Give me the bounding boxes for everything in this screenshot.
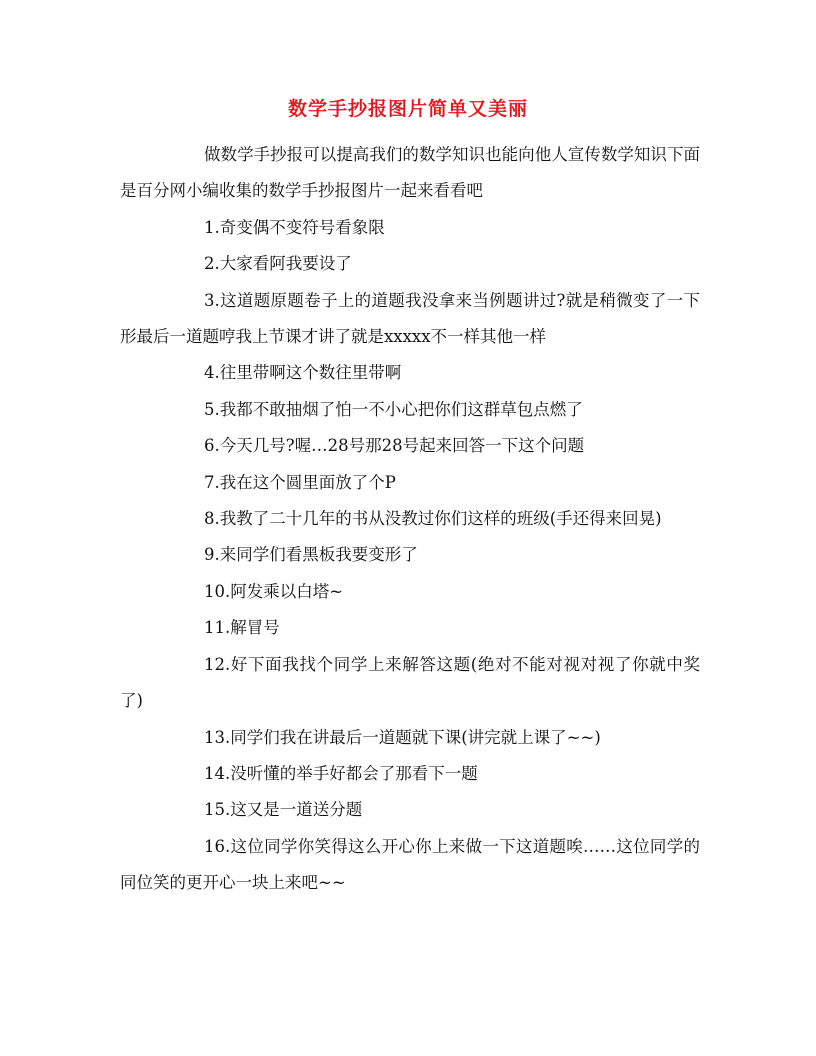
intro-paragraph: 做数学手抄报可以提高我们的数学知识也能向他人宣传数学知识下面是百分网小编收集的数学手抄报图片一起来看看吧	[120, 145, 700, 201]
list-item: 11.解冒号	[204, 618, 280, 638]
list-item: 15.这又是一道送分题	[204, 800, 363, 820]
list-item: 6.今天几号?喔…28号那28号起来回答一下这个问题	[204, 436, 585, 456]
list-item: 4.往里带啊这个数往里带啊	[204, 363, 402, 383]
list-item: 5.我都不敢抽烟了怕一不小心把你们这群草包点燃了	[204, 399, 583, 419]
list-item: 16.这位同学你笑得这么开心你上来做一下这道题唉……这位同学的同位笑的更开心一块上来吧~~	[120, 836, 700, 893]
list-item: 13.同学们我在讲最后一道题就下课(讲完就上课了~~)	[204, 727, 601, 747]
list-item: 12.好下面我找个同学上来解答这题(绝对不能对视对视了你就中奖了)	[120, 654, 700, 711]
list-item: 14.没听懂的举手好都会了那看下一题	[204, 763, 478, 783]
list-item: 9.来同学们看黑板我要变形了	[204, 545, 418, 565]
list-item: 7.我在这个圆里面放了个P	[204, 472, 396, 492]
document-body	[120, 137, 700, 902]
list-item: 10.阿发乘以白塔~	[204, 581, 344, 601]
list-item: 2.大家看阿我要设了	[204, 254, 352, 274]
list-item: 3.这道题原题卷子上的道题我没拿来当例题讲过?就是稍微变了一下形最后一道题哼我上节课才讲了就是xxxxx不一样其他一样	[120, 290, 700, 347]
document-title: 数学手抄报图片简单又美丽	[287, 98, 528, 120]
list-item: 8.我教了二十几年的书从没教过你们这样的班级(手还得来回晃)	[204, 509, 662, 529]
list-item: 1.奇变偶不变符号看象限	[204, 217, 385, 237]
